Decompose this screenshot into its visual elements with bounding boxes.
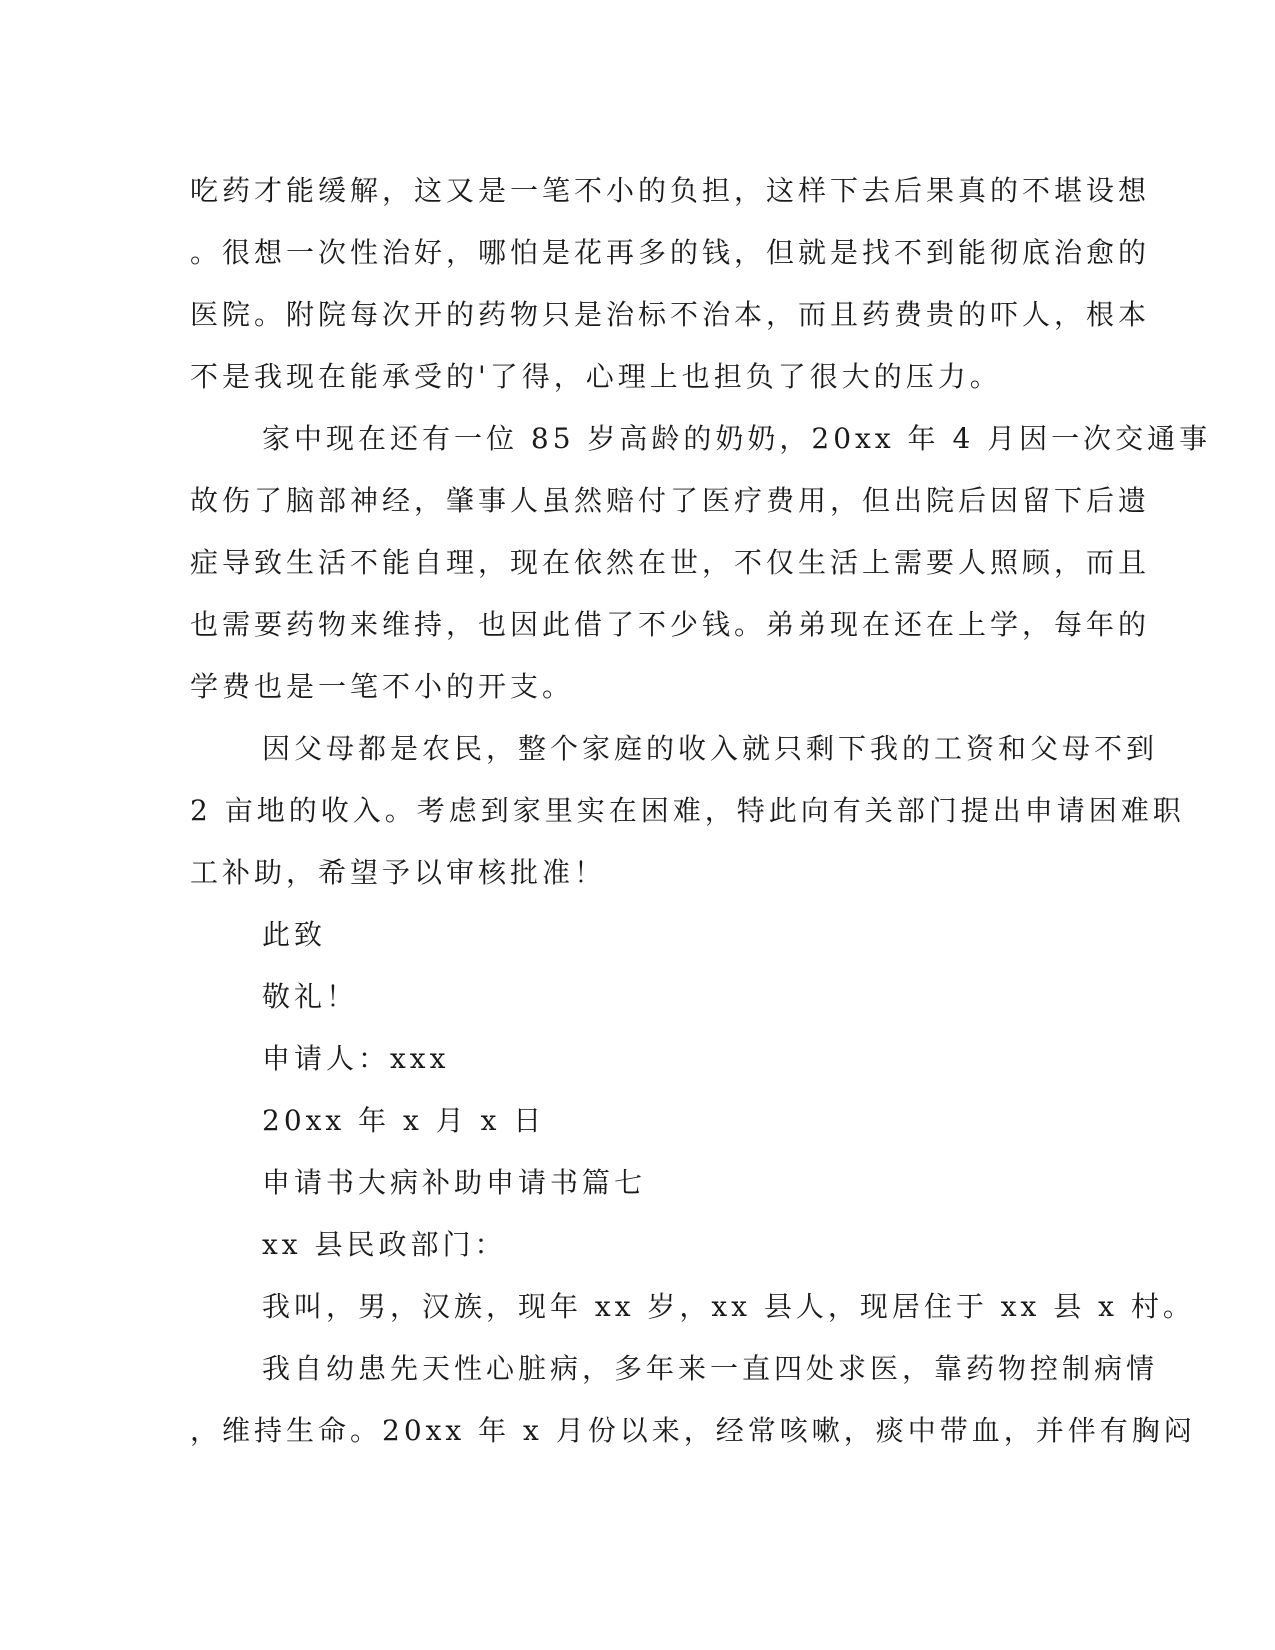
body-line: 不是我现在能承受的'了得，心理上也担负了很大的压力。 — [190, 360, 1002, 393]
document-body — [190, 160, 1212, 1462]
closing-salutation: 此致 — [262, 918, 327, 951]
body-line: 医院。附院每次开的药物只是治标不治本，而且药费贵的吓人，根本 — [190, 298, 1151, 331]
paragraph-start-line: 我叫，男，汉族，现年 xx 岁，xx 县人，现居住于 xx 县 x 村。 — [262, 1290, 1195, 1323]
body-line: 2 亩地的收入。考虑到家里实在困难，特此向有关部门提出申请困难职 — [190, 794, 1185, 827]
paragraph-start-line: 家中现在还有一位 85 岁高龄的奶奶，20xx 年 4 月因一次交通事 — [262, 422, 1212, 455]
section-title: 申请书大病补助申请书篇七 — [262, 1166, 647, 1199]
paragraph-start-line: 我自幼患先天性心脏病，多年来一直四处求医，靠药物控制病情 — [262, 1352, 1159, 1385]
application-date: 20xx 年 x 月 x 日 — [262, 1104, 546, 1137]
body-line: 。很想一次性治好，哪怕是花再多的钱，但就是找不到能彻底治愈的 — [190, 236, 1151, 269]
paragraph-start-line: 因父母都是农民，整个家庭的收入就只剩下我的工资和父母不到 — [262, 732, 1159, 765]
applicant-signature: 申请人：xxx — [262, 1042, 450, 1075]
body-line: 症导致生活不能自理，现在依然在世，不仅生活上需要人照顾，而且 — [190, 546, 1151, 579]
body-line: 故伤了脑部神经，肇事人虽然赔付了医疗费用，但出院后因留下后遗 — [190, 484, 1151, 517]
closing-regards: 敬礼！ — [262, 980, 359, 1013]
body-line: 也需要药物来维持，也因此借了不少钱。弟弟现在还在上学，每年的 — [190, 608, 1151, 641]
recipient-line: xx 县民政部门： — [262, 1228, 507, 1261]
body-line: 吃药才能缓解，这又是一笔不小的负担，这样下去后果真的不堪设想 — [190, 174, 1151, 207]
body-line: 工补助，希望予以审核批准！ — [190, 856, 607, 889]
body-line: ，维持生命。20xx 年 x 月份以来，经常咳嗽，痰中带血，并伴有胸闷 — [190, 1414, 1196, 1447]
body-line: 学费也是一笔不小的开支。 — [190, 670, 575, 703]
